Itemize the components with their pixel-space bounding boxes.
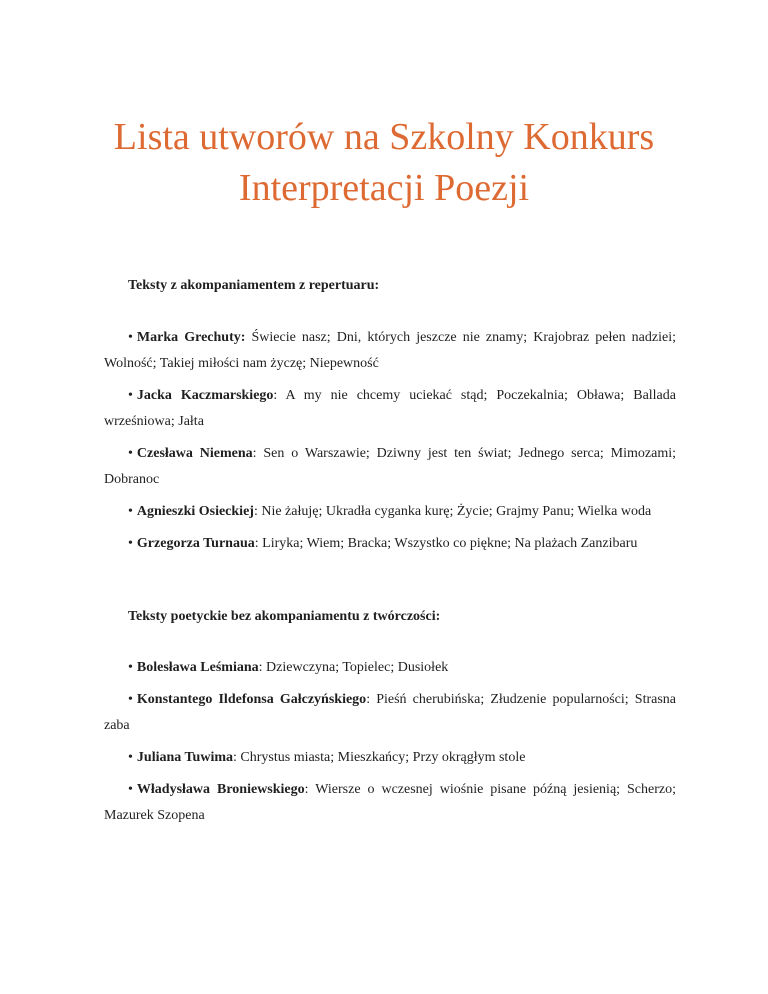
author-name: Konstantego Ildefonsa Gałczyńskiego bbox=[136, 692, 367, 707]
list-item bbox=[104, 441, 676, 493]
works-list: : Sen o Warszawie; Dziwny jest ten świat; Jednego serca; Mimozami; Dobranoc bbox=[104, 446, 676, 487]
bullet: • bbox=[128, 330, 133, 345]
author-name: Czesława Niemena bbox=[136, 446, 253, 461]
list-item bbox=[104, 745, 676, 771]
bullet: • bbox=[128, 388, 133, 403]
section-with-accompaniment bbox=[104, 276, 676, 563]
bullet: • bbox=[128, 660, 133, 675]
entry-list bbox=[104, 325, 676, 557]
works-list: Świecie nasz; Dni, których jeszcze nie znamy; Krajobraz pełen nadziei; Wolność; Takiej miłości nam życzę; Niepewność bbox=[104, 330, 676, 371]
bullet: • bbox=[128, 536, 133, 551]
author-name: Bolesława Leśmiana bbox=[136, 660, 259, 675]
author-name: Marka Grechuty: bbox=[136, 330, 246, 345]
works-list: : Chrystus miasta; Mieszkańcy; Przy okrągłym stole bbox=[233, 750, 526, 765]
bullet: • bbox=[128, 692, 133, 707]
bullet: • bbox=[128, 504, 133, 519]
works-list: : Nie żałuję; Ukradła cyganka kurę; Życie; Grajmy Panu; Wielka woda bbox=[253, 504, 652, 519]
bullet: • bbox=[128, 446, 133, 461]
works-list: : Dziewczyna; Topielec; Dusiołek bbox=[258, 660, 449, 675]
author-name: Agnieszki Osieckiej bbox=[136, 504, 254, 519]
author-name: Grzegorza Turnaua bbox=[136, 536, 255, 551]
section-heading: Teksty z akompaniamentem z repertuaru: bbox=[128, 278, 380, 293]
list-item bbox=[104, 687, 676, 739]
section-without-accompaniment bbox=[104, 607, 676, 835]
works-list: : Pieśń cherubińska; Złudzenie popularności; Strasna zaba bbox=[104, 692, 676, 733]
works-list: : A my nie chcemy uciekać stąd; Poczekalnia; Obława; Ballada wrześniowa; Jałta bbox=[104, 388, 676, 429]
list-item bbox=[104, 383, 676, 435]
bullet: • bbox=[128, 782, 133, 797]
list-item bbox=[104, 655, 676, 681]
list-item bbox=[104, 531, 676, 557]
author-name: Władysława Broniewskiego bbox=[136, 782, 305, 797]
works-list: : Wiersze o wczesnej wiośnie pisane późną jesienią; Scherzo; Mazurek Szopena bbox=[104, 782, 676, 823]
list-item bbox=[104, 499, 676, 525]
author-name: Juliana Tuwima bbox=[136, 750, 234, 765]
works-list: : Liryka; Wiem; Bracka; Wszystko co piękne; Na plażach Zanzibaru bbox=[254, 536, 638, 551]
list-item bbox=[104, 325, 676, 377]
author-name: Jacka Kaczmarskiego bbox=[136, 388, 274, 403]
bullet: • bbox=[128, 750, 133, 765]
section-heading: Teksty poetyckie bez akompaniamentu z twórczości: bbox=[128, 609, 441, 624]
document-title: Lista utworów na Szkolny Konkurs Interpretacji Poezji bbox=[113, 116, 655, 209]
list-item bbox=[104, 777, 676, 829]
entry-list bbox=[104, 655, 676, 829]
